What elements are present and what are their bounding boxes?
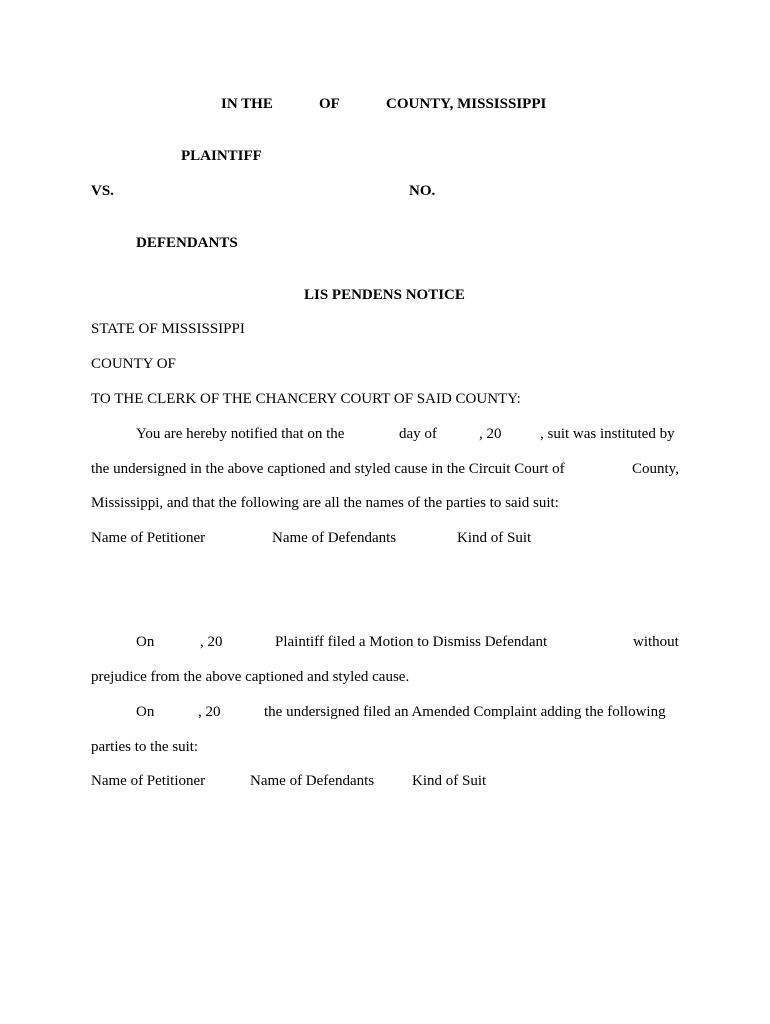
case-caption bbox=[0, 0, 770, 260]
court-county-state: COUNTY, MISSISSIPPI bbox=[386, 96, 547, 112]
parties-petitioner-header-1: Name of Petitioner bbox=[91, 530, 206, 546]
para1-lead: You are hereby notified that on the bbox=[136, 426, 345, 442]
parties-petitioner-header-2: Name of Petitioner bbox=[91, 773, 206, 789]
parties-defendants-header-2: Name of Defendants bbox=[250, 773, 375, 789]
court-in-the: IN THE bbox=[221, 96, 273, 112]
state-line: STATE OF MISSISSIPPI bbox=[91, 321, 245, 337]
venue-block bbox=[0, 315, 770, 410]
para3-text: the undersigned filed an Amended Complaint adding the following bbox=[264, 704, 666, 720]
document-title: LIS PENDENS NOTICE bbox=[304, 287, 465, 303]
para2-line2: prejudice from the above captioned and styled cause. bbox=[91, 669, 410, 685]
defendants-label: DEFENDANTS bbox=[136, 235, 238, 251]
document-title-block bbox=[0, 280, 770, 310]
county-line: COUNTY OF bbox=[91, 356, 176, 372]
notice-body bbox=[0, 420, 770, 820]
para1-tail: , suit was instituted by bbox=[540, 426, 675, 442]
para3-line2: parties to the suit: bbox=[91, 739, 199, 755]
vs-label: VS. bbox=[91, 183, 114, 199]
parties-kind-header-2: Kind of Suit bbox=[412, 773, 487, 789]
para3-on: On bbox=[136, 704, 155, 720]
addressee-line: TO THE CLERK OF THE CHANCERY COURT OF SAID COUNTY: bbox=[91, 391, 521, 407]
para2-without: without bbox=[633, 634, 679, 650]
para1-line2: the undersigned in the above captioned and styled cause in the Circuit Court of bbox=[91, 461, 565, 477]
para2-text: Plaintiff filed a Motion to Dismiss Defendant bbox=[275, 634, 548, 650]
para1-day-of: day of bbox=[399, 426, 437, 442]
para1-county: County, bbox=[632, 461, 679, 477]
para3-year-prefix: , 20 bbox=[198, 704, 221, 720]
court-of: OF bbox=[319, 96, 340, 112]
case-number-label: NO. bbox=[409, 183, 436, 199]
plaintiff-label: PLAINTIFF bbox=[181, 148, 262, 164]
parties-kind-header-1: Kind of Suit bbox=[457, 530, 532, 546]
para1-line3: Mississippi, and that the following are all the names of the parties to said suit: bbox=[91, 495, 559, 511]
para2-year-prefix: , 20 bbox=[200, 634, 223, 650]
para1-year-prefix: , 20 bbox=[479, 426, 502, 442]
parties-defendants-header-1: Name of Defendants bbox=[272, 530, 397, 546]
para2-on: On bbox=[136, 634, 155, 650]
